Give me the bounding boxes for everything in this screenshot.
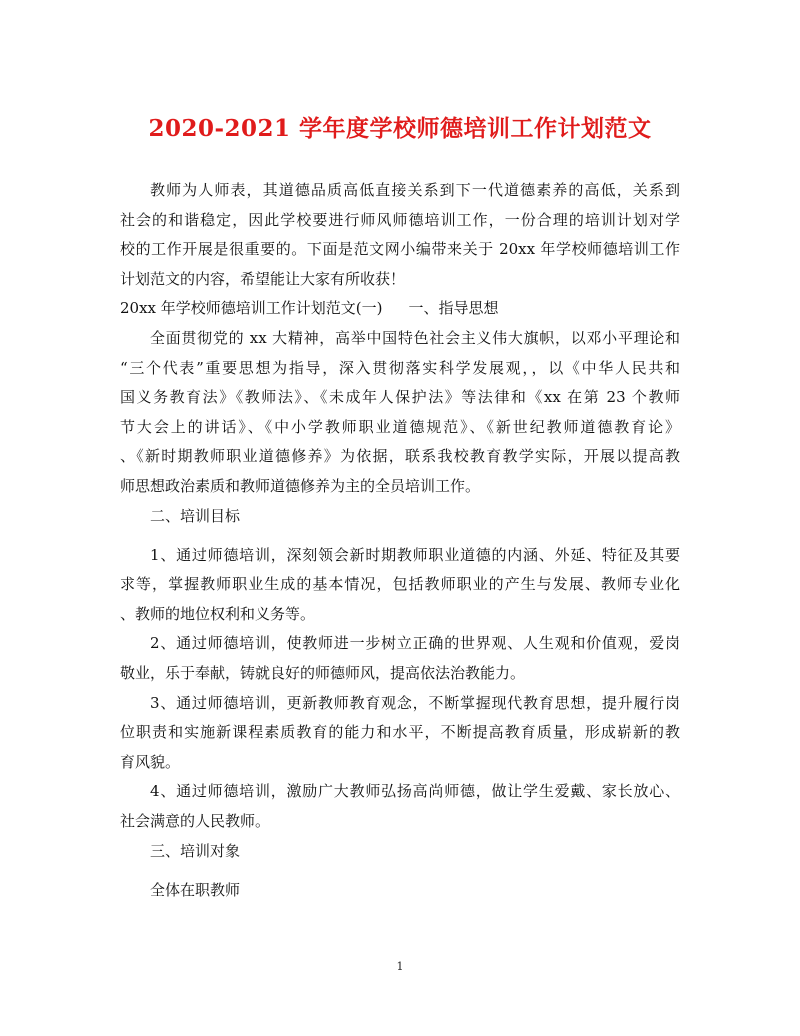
intro-paragraph [120,176,680,294]
document-subtitle: 20xx 年学校师德培训工作计划范文(一) [120,299,383,318]
goal-2-paragraph [120,629,680,688]
text-line: 敬业，乐于奉献，铸就良好的师德师风，提高依法治教能力。 [120,664,526,682]
goal-1-paragraph [120,541,680,630]
text-line: 育风貌。 [120,752,181,771]
document-title: 2020-2021 学年度学校师德培训工作计划范文 [148,115,652,142]
text-line: 社会的和谐稳定，因此学校要进行师风师德培训工作，一份合理的培训计划对学 [120,210,680,229]
goal-4-paragraph [120,777,680,836]
text-line: 2、通过师德培训，使教师进一步树立正确的世界观、人生观和价值观，爱岗 [150,634,680,653]
text-line: 社会满意的人民教师。 [120,811,271,830]
section-heading-3: 三、培训对象 [150,841,241,860]
text-line: 计划范文的内容，希望能让大家有所收获！ [120,269,406,288]
text-line: 师思想政治素质和教师道德修养为主的全员培训工作。 [120,476,481,495]
text-line: 、教师的地位权利和义务等。 [120,604,316,623]
text-line: 、《新时期教师职业道德修养》为依据，联系我校教育教学实际，开展以提高教 [120,447,680,466]
text-line: 节大会上的讲话》、《中小学教师职业道德规范》、《新世纪教师道德教育论》 [120,417,680,436]
text-line: 国义务教育法》《教师法》、《未成年人保护法》等法律和《xx 在第 23 个教师 [120,388,680,407]
page-number: 1 [396,960,404,973]
text-line: 1、通过师德培训，深刻领会新时期教师职业道德的内涵、外延、特征及其要 [150,545,680,564]
text-line: 求等，掌握教师职业生成的基本情况，包括教师职业的产生与发展、教师专业化 [120,575,680,594]
text-line: 4、通过师德培训，激励广大教师弘扬高尚师德，做让学生爱戴、家长放心、 [150,782,680,801]
text-line: 3、通过师德培训，更新教师教育观念，不断掌握现代教育思想，提升履行岗 [150,693,680,712]
text-line: 校的工作开展是很重要的。下面是范文网小编带来关于 20xx 年学校师德培训工作 [120,240,680,259]
text-line: “三个代表”重要思想为指导，深入贯彻落实科学发展观，，以《中华人民共和 [120,358,680,377]
section-heading-2: 二、培训目标 [150,506,241,525]
text-line: 教师为人师表，其道德品质高低直接关系到下一代道德素养的高低，关系到 [150,181,680,199]
section-3-paragraph: 全体在职教师 [150,880,241,899]
text-line: 位职责和实施新课程素质教育的能力和水平，不断提高教育质量，形成崭新的教 [120,723,680,742]
text-line: 全面贯彻党的 xx 大精神，高举中国特色社会主义伟大旗帜，以邓小平理论和 [150,328,680,347]
document-body [120,176,680,905]
section-heading-1: 一、指导思想 [408,299,499,318]
subtitle-line [120,294,680,324]
goal-3-paragraph [120,689,680,778]
section-1-paragraph [120,324,680,502]
